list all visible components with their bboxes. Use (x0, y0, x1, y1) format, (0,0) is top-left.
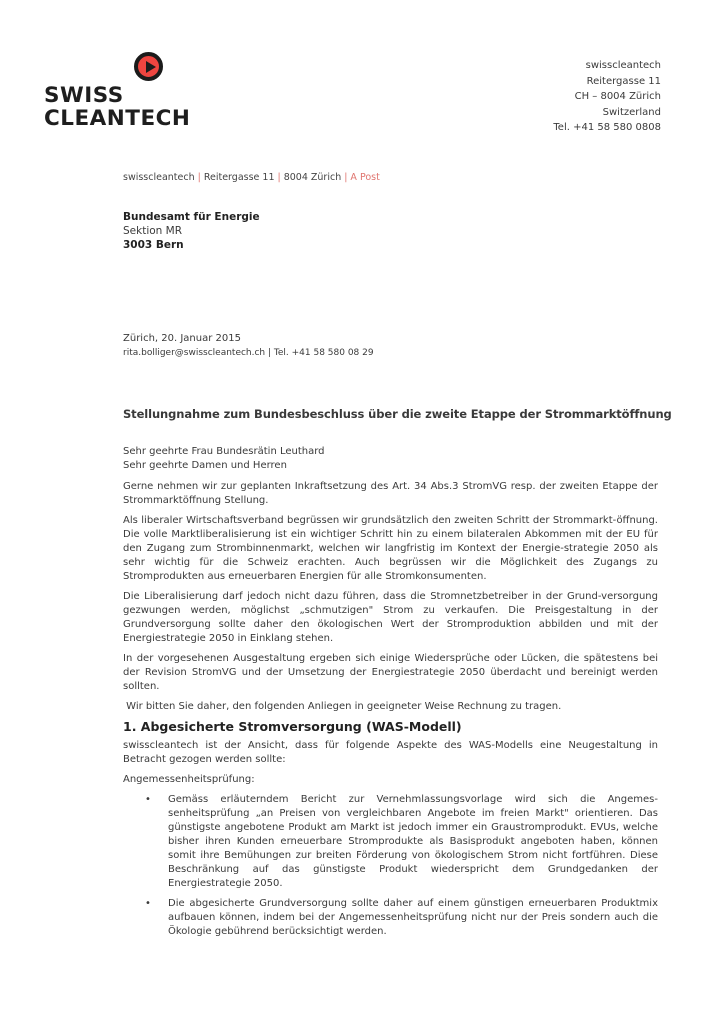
return-address-line (123, 172, 380, 183)
paragraph: Als liberaler Wirtschaftsverband begrüssen wir grundsätzlich den zweiten Schritt der Strommarkt-öffnung. Die volle Marktliberalisierung ist ein wichtiger Schritt hin zu einem bilateralen Abkommen mit der EU für den Zugang zum Strombinnenmarkt, welchen wir langfristig im Kontext der Energie-strategie 2050 als sehr wichtig für die Schweiz erachten. Auch begrüssen wir die Möglichkeit des Zugangs zu Stromprodukten aus erneuerbaren Energien für alle Stromkonsumenten. (123, 515, 658, 582)
bullet-icon: • (145, 898, 151, 909)
paragraph: Die Liberalisierung darf jedoch nicht dazu führen, dass die Stromnetzbetreiber in der Grund-versorgung gezwungen werden, möglichst „schmutzigen" Strom zu verkaufen. Die Preisgestaltung in der Grundversorgung sollte daher den ökologischen Wert der Stromproduktion abbilden und mit der Energiestrategie 2050 in Einklang stehen. (123, 591, 658, 644)
sender-phone: Tel. +41 58 580 0808 (553, 122, 661, 133)
place-date: Zürich, 20. Januar 2015 (123, 333, 241, 344)
sender-street: Reitergasse 11 (586, 75, 661, 87)
return-street: Reitergasse 11 (203, 172, 275, 183)
return-city: 8004 Zürich (283, 172, 342, 183)
logo-line-1: SWISS (44, 83, 124, 108)
paragraph: Gerne nehmen wir zur geplanten Inkraftsetzung des Art. 34 Abs.3 StromVG resp. der zweiten Etappe der Strommarktöffnung Stellung. (123, 481, 658, 506)
section-heading: 1. Abgesicherte Stromversorgung (WAS-Modell) (123, 719, 462, 734)
separator: | (197, 172, 201, 183)
logo-wordmark (44, 84, 190, 130)
letter-body (123, 480, 658, 945)
contact-line: rita.bolliger@swisscleantech.ch | Tel. +41 58 580 08 29 (123, 348, 374, 358)
separator: | (277, 172, 281, 183)
list-item-text: Die abgesicherte Grundversorgung sollte daher auf einem günstigen erneuerbaren Produktmix aufbauen können, indem bei der Angemessenheitsprüfung nicht nur der Preis sondern auch die Ökologie gebührend berücksichtigt werden. (168, 898, 658, 937)
recipient-city: 3003 Bern (123, 239, 184, 251)
recipient-org: Bundesamt für Energie (123, 211, 260, 223)
paragraph: In der vorgesehenen Ausgestaltung ergeben sich einige Wiedersprüche oder Lücken, die spätestens bei der Revision StromVG und der Umsetzung der Energiestrategie 2050 überdacht und bereinigt werden sollten. (123, 653, 658, 692)
bullet-list (123, 793, 658, 939)
return-name: swisscleantech (123, 172, 195, 183)
sender-name: swisscleantech (585, 60, 661, 71)
sender-address (553, 58, 661, 136)
list-item (123, 897, 658, 939)
paragraph: Wir bitten Sie daher, den folgenden Anliegen in geeigneter Weise Rechnung zu tragen. (123, 701, 562, 712)
list-item (123, 793, 658, 891)
list-item-text: Gemäss erläuterndem Bericht zur Vernehmlassungsvorlage wird sich die Angemes-senheitsprüfung „an Preisen von vergleichbaren Angebote im freien Markt" orientieren. Das günstigste angebotene Produkt am Markt ist jedoch immer ein Graustromprodukt. EVUs, welche bisher ihren Kunden erneuerbare Stromprodukte als Basisprodukt angeboten haben, können somit ihre Bemühungen zur breiten Förderung von ökologischem Strom nicht fortführen. Diese Beschränkung auf das günstigste Produkt wiederspricht dem Grundgedanken der Energiestrategie 2050. (168, 794, 658, 889)
recipient-address (123, 210, 260, 252)
logo-line-2: CLEANTECH (44, 106, 191, 131)
play-icon (134, 52, 163, 81)
salutation (123, 445, 325, 473)
separator: | (344, 172, 348, 183)
salutation-line-1: Sehr geehrte Frau Bundesrätin Leuthard (123, 446, 325, 457)
bullet-icon: • (145, 794, 151, 805)
postal-class: A Post (350, 172, 380, 183)
sender-city: CH – 8004 Zürich (574, 91, 661, 102)
section-subheading: Angemessenheitsprüfung: (123, 774, 255, 785)
recipient-section: Sektion MR (123, 225, 183, 237)
date-block (123, 332, 374, 360)
sender-country: Switzerland (602, 106, 661, 118)
letter-subject: Stellungnahme zum Bundesbeschluss über die zweite Etappe der Strommarktöffnung (123, 407, 672, 421)
section-intro: swisscleantech ist der Ansicht, dass für folgende Aspekte des WAS-Modells eine Neugestaltung in Betracht gezogen werden sollte: (123, 740, 658, 765)
salutation-line-2: Sehr geehrte Damen und Herren (123, 460, 287, 471)
